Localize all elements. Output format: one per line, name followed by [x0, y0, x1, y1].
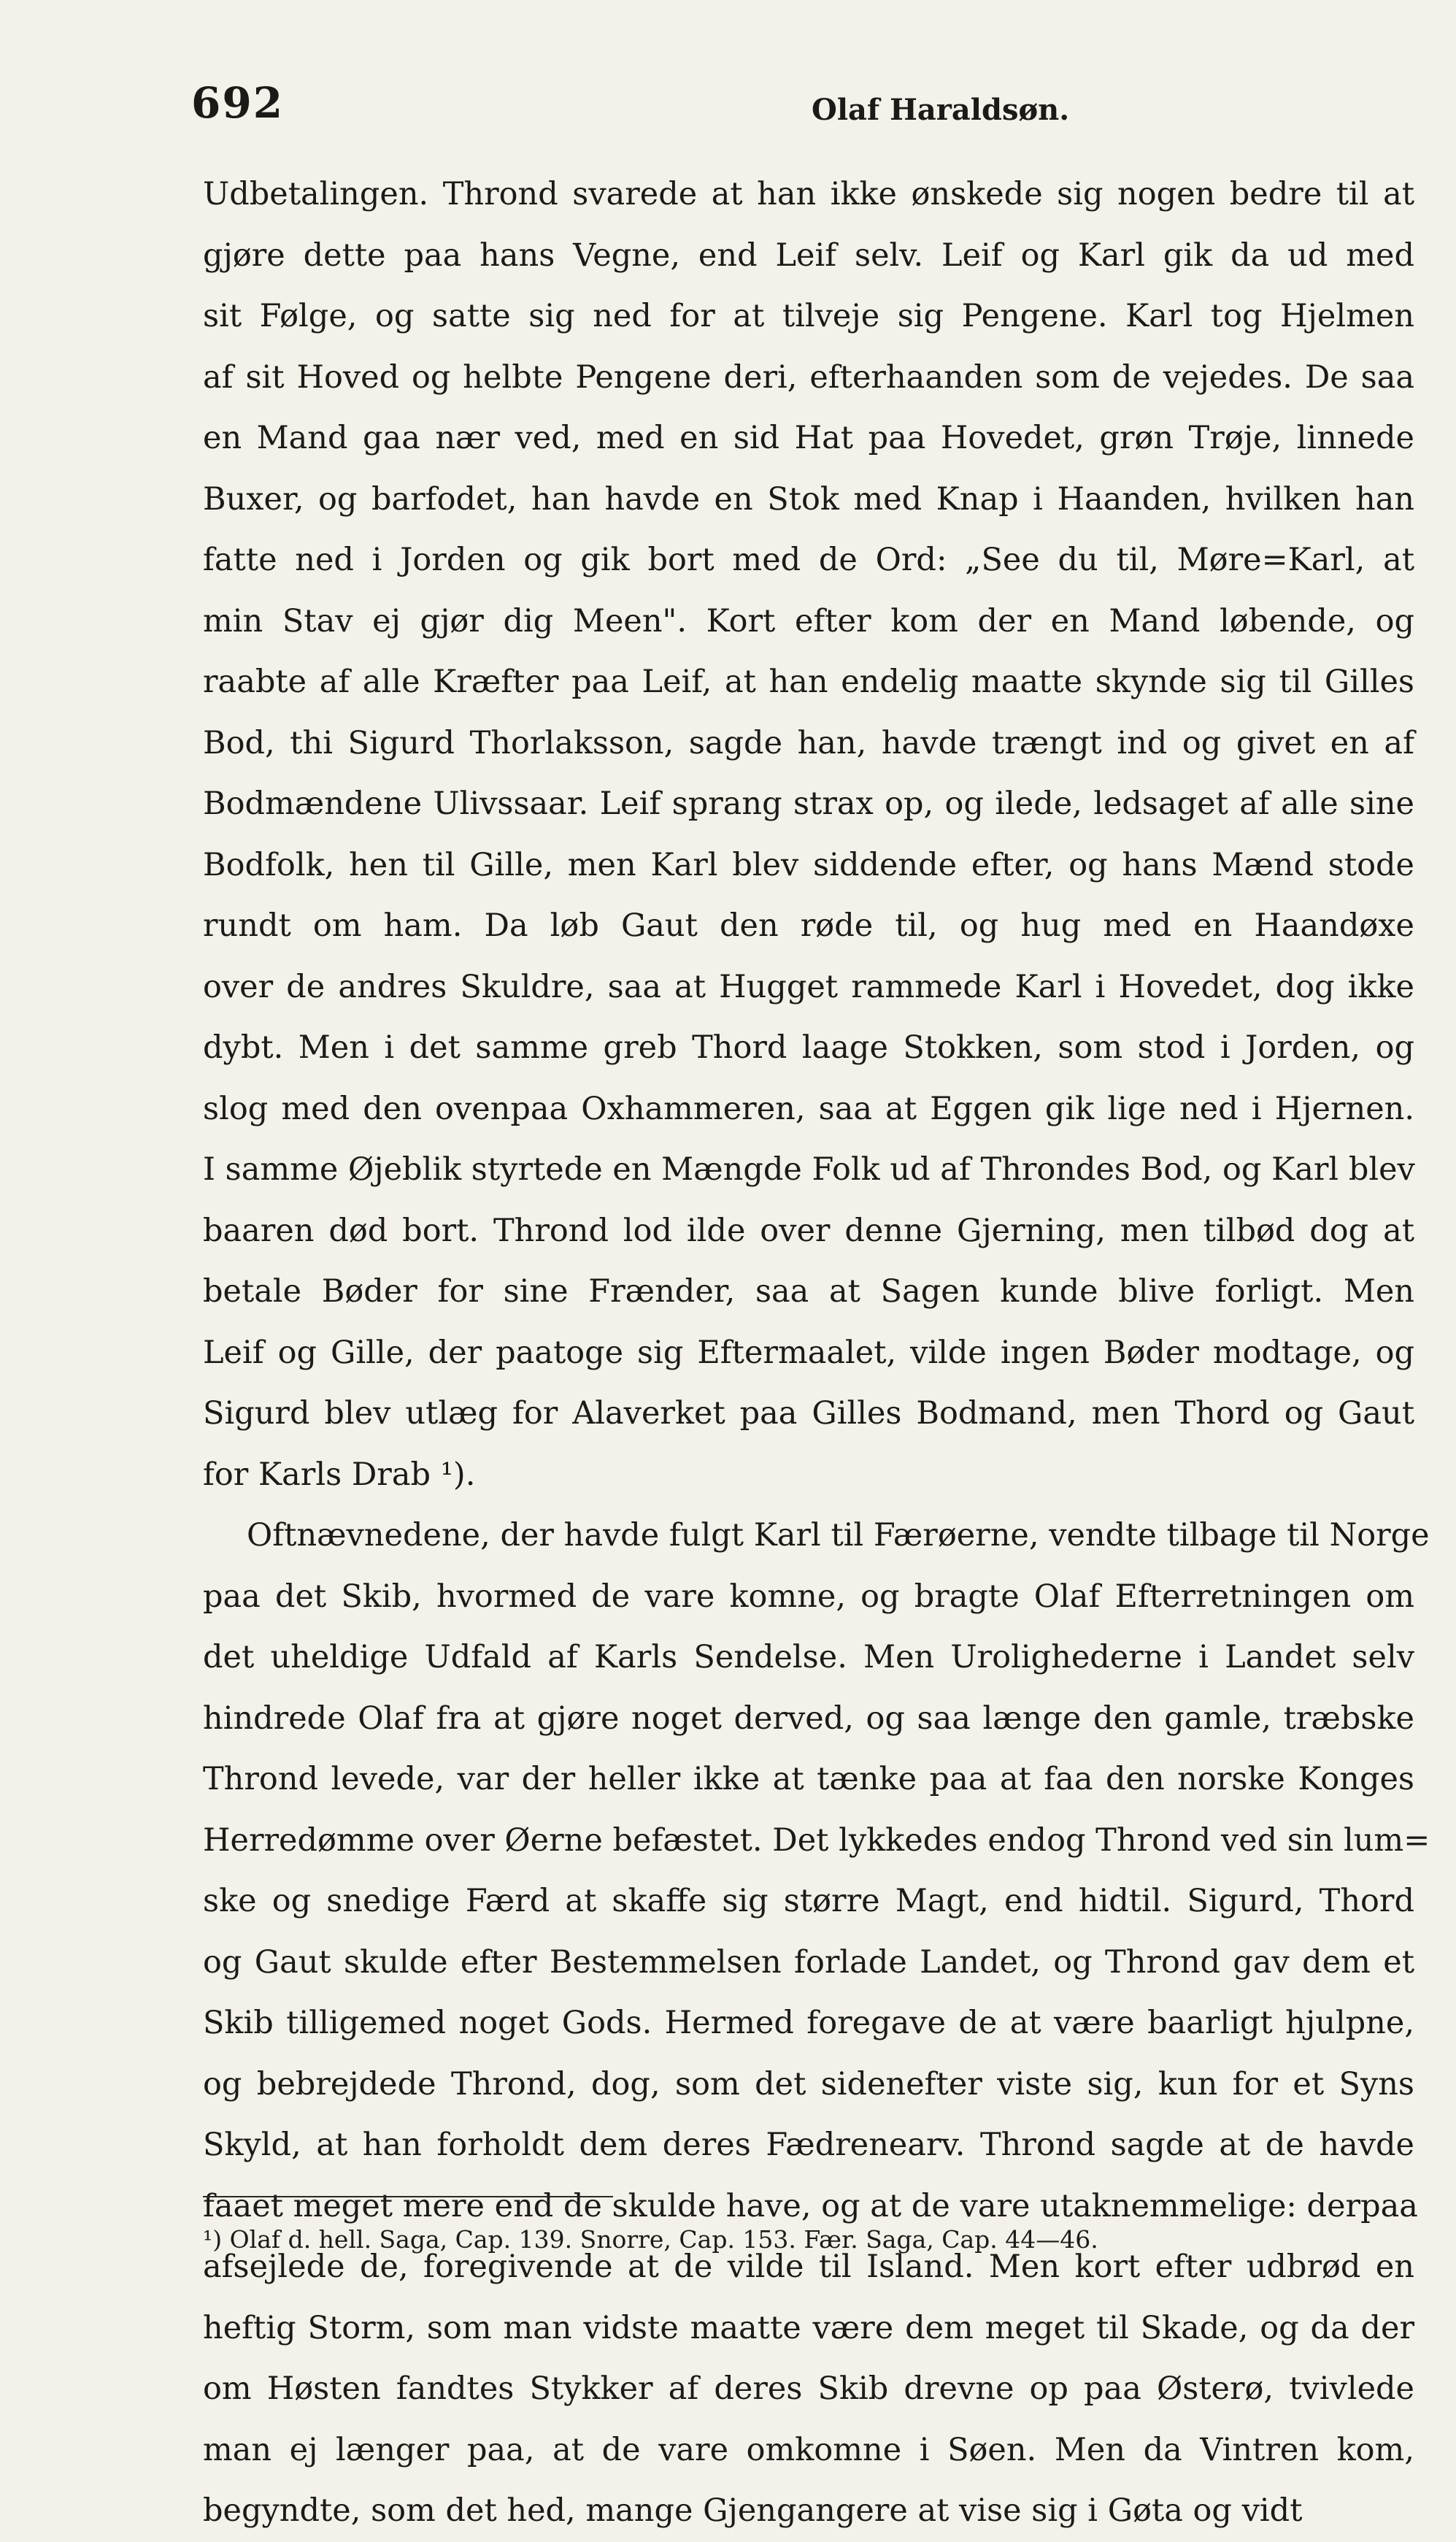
text-line: en Mand gaa nær ved, med en sid Hat paa Hovedet, grøn Trøje, linnede [203, 420, 1414, 456]
text-line: Bod, thi Sigurd Thorlaksson, sagde han, havde trængt ind og givet en af [203, 724, 1414, 761]
text-line: Bodfolk, hen til Gille, men Karl blev siddende efter, og hans Mænd stode [203, 846, 1414, 883]
text-line: raabte af alle Kræfter paa Leif, at han endelig maatte skynde sig til Gilles [203, 664, 1414, 700]
running-title: Olaf Haraldsøn. [812, 93, 1070, 127]
text-line: afsejlede de, foregivende at de vilde til Island. Men kort efter udbrød en [203, 2249, 1414, 2285]
page-header [191, 69, 1395, 135]
text-line: paa det Skib, hvormed de vare komne, og bragte Olaf Efterretningen om [203, 1578, 1414, 1615]
text-line: I samme Øjeblik styrtede en Mængde Folk ud af Throndes Bod, og Karl blev [203, 1151, 1415, 1188]
text-line: min Stav ej gjør dig Meen". Kort efter kom der en Mand løbende, og [203, 602, 1414, 640]
text-line: sit Følge, og satte sig ned for at tilveje sig Pengene. Karl tog Hjelmen [203, 298, 1414, 334]
text-line: fatte ned i Jorden og gik bort med de Ord: „See du til, Møre=Karl, at [203, 542, 1414, 578]
footnote-rule [203, 2196, 613, 2197]
text-line: rundt om ham. Da løb Gaut den røde til, og hug med en Haandøxe [203, 907, 1414, 944]
text-line: Skyld, at han forholdt dem deres Fædrenearv. Thrond sagde at de havde [203, 2127, 1414, 2163]
text-line: Skib tilligemed noget Gods. Hermed foregave de at være baarligt hjulpne, [203, 2005, 1414, 2041]
text-line: Herredømme over Øerne befæstet. Det lykkedes endog Thrond ved sin lum= [203, 1821, 1430, 1859]
page-number: 692 [191, 78, 285, 128]
text-line: betale Bøder for sine Frænder, saa at Sagen kunde blive forligt. Men [203, 1273, 1414, 1310]
text-line: Udbetalingen. Thrond svarede at han ikke ønskede sig nogen bedre til at [203, 176, 1414, 212]
text-line: Oftnævnedene, der havde fulgt Karl til Færøerne, vendte tilbage til Norge [247, 1517, 1430, 1554]
text-line: baaren død bort. Thrond lod ilde over denne Gjerning, men tilbød dog at [203, 1212, 1414, 1249]
text-line: begyndte, som det hed, mange Gjengangere at vise sig i Gøta og vidt [203, 2492, 1303, 2529]
body-text [203, 164, 1430, 2542]
text-line: gjøre dette paa hans Vegne, end Leif selv. Leif og Karl gik da ud med [203, 237, 1414, 274]
text-line: af sit Hoved og helbte Pengene deri, efterhaanden som de vejedes. De saa [203, 358, 1414, 396]
text-line: Leif og Gille, der paatoge sig Eftermaalet, vilde ingen Bøder modtage, og [203, 1334, 1414, 1371]
footnote: ¹) Olaf d. hell. Saga, Cap. 139. Snorre, Cap. 153. Fær. Saga, Cap. 44—46. [203, 2225, 1098, 2254]
text-line: Sigurd blev utlæg for Alaverket paa Gilles Bodmand, men Thord og Gaut [203, 1395, 1414, 1432]
text-line: over de andres Skuldre, saa at Hugget rammede Karl i Hovedet, dog ikke [203, 968, 1414, 1005]
text-line: Buxer, og barfodet, han havde en Stok med Knap i Haanden, hvilken han [203, 480, 1414, 518]
text-line: slog med den ovenpaa Oxhammeren, saa at Eggen gik lige ned i Hjernen. [203, 1090, 1414, 1127]
text-line: Bodmændene Ulivssaar. Leif sprang strax op, og ilede, ledsaget af alle sine [203, 786, 1414, 822]
text-line: dybt. Men i det samme greb Thord laage Stokken, som stod i Jorden, og [203, 1029, 1414, 1066]
text-line: faaet meget mere end de skulde have, og at de vare utaknemmelige: derpaa [203, 2187, 1418, 2224]
text-line: det uheldige Udfald af Karls Sendelse. Men Urolighederne i Landet selv [203, 1639, 1414, 1675]
text-line: man ej længer paa, at de vare omkomne i Søen. Men da Vintren kom, [203, 2431, 1414, 2468]
text-line: Thrond levede, var der heller ikke at tænke paa at faa den norske Konges [203, 1761, 1414, 1797]
text-line: og bebrejdede Thrond, dog, som det sidenefter viste sig, kun for et Syns [203, 2065, 1414, 2103]
text-line: for Karls Drab ¹). [203, 1456, 476, 1493]
text-line: om Høsten fandtes Stykker af deres Skib drevne op paa Østerø, tvivlede [203, 2370, 1414, 2407]
text-line: og Gaut skulde efter Bestemmelsen forlade Landet, og Thrond gav dem et [203, 1943, 1414, 1981]
text-line: ske og snedige Færd at skaffe sig større Magt, end hidtil. Sigurd, Thord [203, 1883, 1414, 1919]
text-line: heftig Storm, som man vidste maatte være dem meget til Skade, og da der [203, 2309, 1414, 2346]
text-line: hindrede Olaf fra at gjøre noget derved, og saa længe den gamle, træbske [203, 1700, 1414, 1737]
